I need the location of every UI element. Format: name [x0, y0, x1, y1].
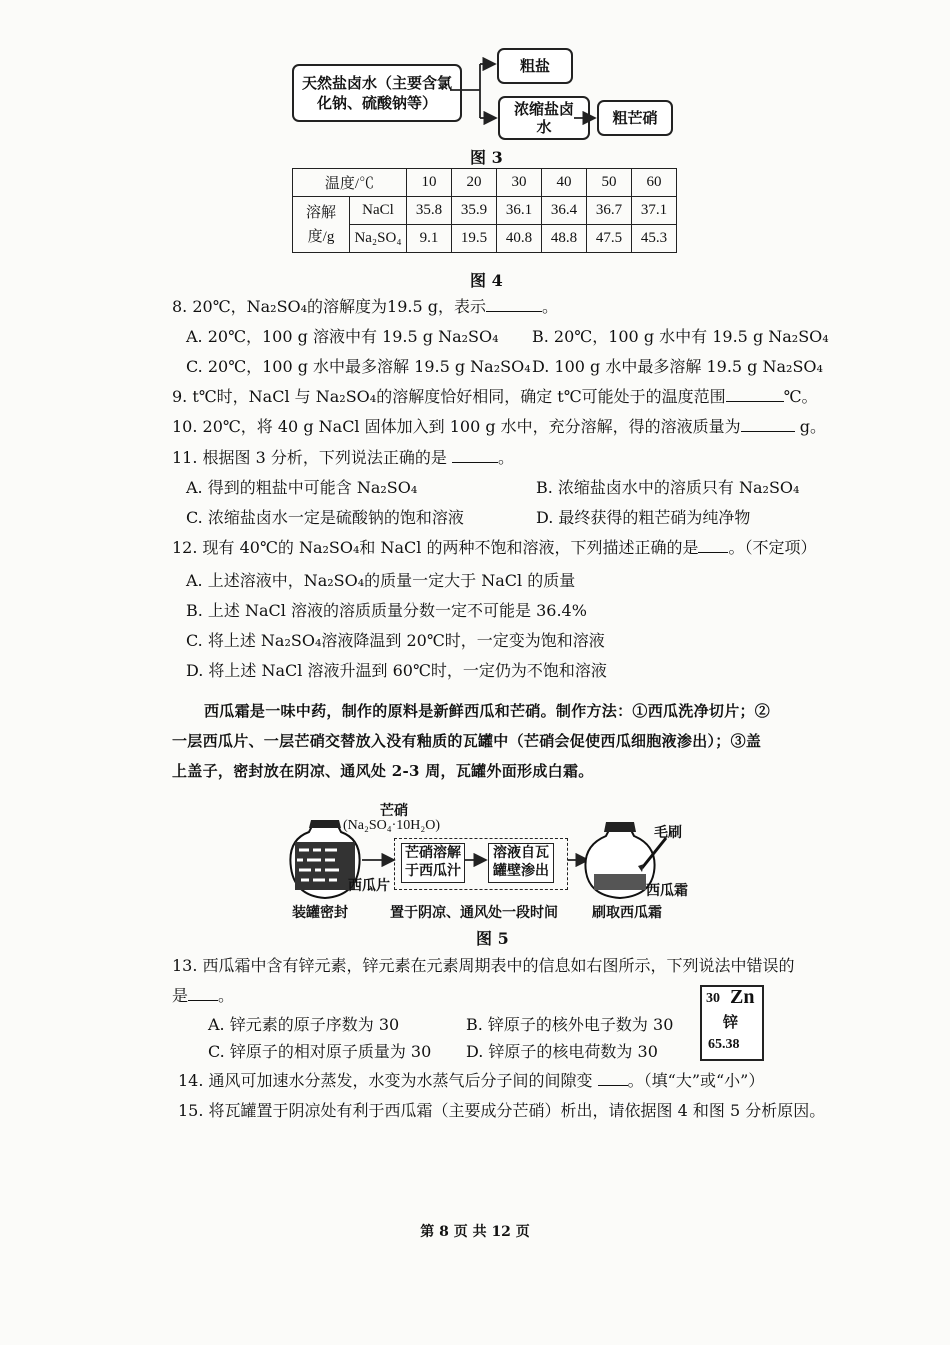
solubility-row-label: 溶解度/g: [293, 197, 350, 253]
answer-blank[interactable]: [598, 1071, 628, 1086]
question-13-option-b: B. 锌原子的核外电子数为 30: [466, 1015, 674, 1034]
table-cell: 35.9: [452, 197, 497, 225]
watermelon-slice-label: 西瓜片: [348, 878, 390, 894]
question-14-stem: 14. 通风可加速水分蒸发，水变为水蒸气后分子间的间隙变 。（填“大”或“小”）: [178, 1071, 765, 1090]
question-9-stem: 9. t℃时，NaCl 与 Na₂SO₄的溶解度恰好相同，确定 t℃可能处于的温度范围 ℃。: [172, 387, 818, 406]
question-12-stem: 12. 现有 40℃的 Na₂SO₄和 NaCl 的两种不饱和溶液，下列描述正确的是 。（不定项）: [172, 538, 817, 557]
figure-5-caption: 图 5: [476, 929, 509, 948]
table-cell: 37.1: [632, 197, 677, 225]
element-symbol: Zn: [730, 986, 755, 1008]
table-cell: 36.7: [587, 197, 632, 225]
table-header-row: [293, 169, 677, 197]
brush-label: 毛刷: [654, 825, 682, 841]
table-cell: 45.3: [632, 225, 677, 253]
answer-blank[interactable]: [188, 986, 218, 1001]
answer-blank[interactable]: [452, 448, 498, 463]
question-12-option-d: D. 将上述 NaCl 溶液升温到 60℃时，一定仍为不饱和溶液: [186, 661, 607, 680]
question-8-option-c: C. 20℃，100 g 水中最多溶解 19.5 g Na₂SO₄: [186, 357, 531, 376]
temperature-header: 温度/℃: [293, 169, 407, 197]
concentrated-brine-label: 浓缩盐卤水: [513, 100, 574, 136]
question-15-stem: 15. 将瓦罐置于阴凉处有利于西瓜霜（主要成分芒硝）析出，请依据图 4 和图 5 分析原因。: [178, 1101, 826, 1120]
step1-label: 芒硝溶解于西瓜汁: [405, 845, 461, 879]
brush-frost-label: 刷取西瓜霜: [592, 905, 662, 921]
table-cell: 36.1: [497, 197, 542, 225]
page-footer: 第 8 页 共 12 页: [420, 1224, 530, 1240]
figure-3-caption: 图 3: [470, 148, 503, 167]
zinc-element-card: [700, 985, 764, 1061]
question-13-option-d: D. 锌原子的核电荷数为 30: [466, 1042, 658, 1061]
question-11-option-a: A. 得到的粗盐中可能含 Na₂SO₄: [186, 478, 418, 497]
passage-line: 西瓜霜是一味中药，制作的原料是新鲜西瓜和芒硝。制作方法：①西瓜洗净切片；②: [204, 702, 771, 720]
question-13-option-c: C. 锌原子的相对原子质量为 30: [208, 1042, 432, 1061]
table-cell: 48.8: [542, 225, 587, 253]
question-8-option-a: A. 20℃，100 g 溶液中有 19.5 g Na₂SO₄: [186, 327, 499, 346]
answer-blank[interactable]: [486, 297, 542, 312]
row-name: Na₂SO₄: [350, 225, 407, 253]
question-12-option-c: C. 将上述 Na₂SO₄溶液降温到 20℃时，一定变为饱和溶液: [186, 631, 605, 650]
frost-label: 西瓜霜: [646, 883, 688, 899]
table-row: [293, 197, 677, 225]
table-cell: 9.1: [407, 225, 452, 253]
source-brine-label: 天然盐卤水（主要含氯化钠、硫酸钠等）: [301, 74, 452, 112]
figure-4-caption: 图 4: [470, 271, 503, 290]
step2-box: [488, 843, 554, 883]
solubility-table: [292, 168, 677, 253]
place-label: 置于阴凉、通风处一段时间: [390, 905, 558, 921]
mirabilite-formula: (Na₂SO₄·10H₂O): [343, 818, 441, 833]
question-12-option-b: B. 上述 NaCl 溶液的溶质质量分数一定不可能是 36.4%: [186, 601, 587, 620]
passage-line: 上盖子，密封放在阴凉、通风处 2-3 周，瓦罐外面形成白霜。: [172, 762, 594, 780]
question-11-option-d: D. 最终获得的粗芒硝为纯净物: [536, 508, 751, 527]
step2-label: 溶液自瓦罐壁渗出: [493, 845, 549, 879]
element-name: 锌: [723, 1015, 739, 1031]
row-name: NaCl: [350, 197, 407, 225]
question-10-stem: 10. 20℃，将 40 g NaCl 固体加入到 100 g 水中，充分溶解，得的溶液质量为 g。: [172, 417, 827, 436]
question-13-option-a: A. 锌元素的原子序数为 30: [208, 1015, 400, 1034]
answer-blank[interactable]: [741, 417, 795, 432]
table-cell: 36.4: [542, 197, 587, 225]
temp-cell: 30: [497, 169, 542, 197]
temp-cell: 50: [587, 169, 632, 197]
crude-mirabilite-label: 粗芒硝: [612, 109, 658, 127]
atomic-number: 30: [706, 991, 720, 1006]
table-row: [293, 225, 677, 253]
answer-blank[interactable]: [698, 538, 728, 553]
temp-cell: 60: [632, 169, 677, 197]
step1-box: [401, 843, 465, 883]
flow-arrows: [440, 50, 610, 140]
table-cell: 40.8: [497, 225, 542, 253]
temp-cell: 40: [542, 169, 587, 197]
table-cell: 35.8: [407, 197, 452, 225]
temp-cell: 20: [452, 169, 497, 197]
crude-salt-label: 粗盐: [519, 57, 550, 75]
temp-cell: 10: [407, 169, 452, 197]
answer-blank[interactable]: [726, 387, 784, 402]
mirabilite-label: 芒硝: [380, 803, 408, 819]
question-11-stem: 11. 根据图 3 分析，下列说法正确的是 。: [172, 448, 514, 467]
question-13-stem: 13. 西瓜霜中含有锌元素，锌元素在元素周期表中的信息如右图所示，下列说法中错误的: [172, 956, 795, 975]
table-cell: 47.5: [587, 225, 632, 253]
question-13-stem-line2: 是 。: [172, 986, 235, 1005]
question-8-stem: 8. 20℃，Na₂SO₄的溶解度为19.5 g，表示 。: [172, 297, 559, 316]
question-8-option-d: D. 100 g 水中最多溶解 19.5 g Na₂SO₄: [532, 357, 823, 376]
passage-line: 一层西瓜片、一层芒硝交替放入没有釉质的瓦罐中（芒硝会促使西瓜细胞液渗出）；③盖: [172, 732, 762, 750]
table-cell: 19.5: [452, 225, 497, 253]
question-11-option-b: B. 浓缩盐卤水中的溶质只有 Na₂SO₄: [536, 478, 800, 497]
question-8-option-b: B. 20℃，100 g 水中有 19.5 g Na₂SO₄: [532, 327, 829, 346]
seal-label: 装罐密封: [292, 905, 348, 921]
atomic-mass: 65.38: [708, 1037, 740, 1052]
question-12-option-a: A. 上述溶液中，Na₂SO₄的质量一定大于 NaCl 的质量: [186, 571, 576, 590]
source-brine-box: [292, 64, 462, 122]
question-11-option-c: C. 浓缩盐卤水一定是硫酸钠的饱和溶液: [186, 508, 464, 527]
